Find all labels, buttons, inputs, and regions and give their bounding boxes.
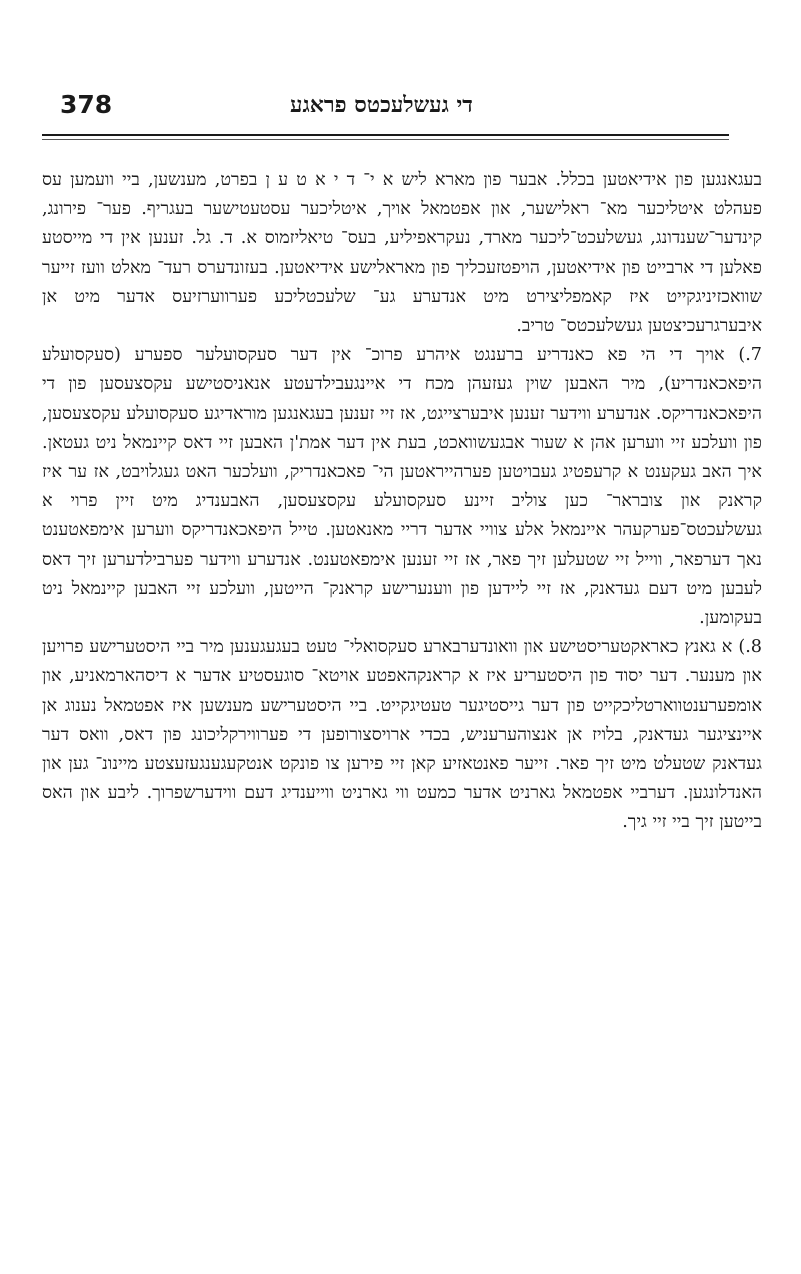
paragraph-moral-idiots: בעגאנגען פון אידיאטען בכלל. אבער פון מארא ליש א י־ ד י א ט ע ן בפרט, מענשען, ביי וועמען עס פעהלט איטליכער מא־ ראלישער, און אפטמאל אויך, איטליכער עסטעטישער בעגריף. פער־ פירונג, קינדער־שענדונג, געשלעכט־ליכער מארד, נעקראפיליע, בעס־ טיאליזמוס א. ד. גל. זענען אין די מייסטע פאלען די ארבייט פון אידיאטען, הויפטזעכליך פון מאראלישע אידיאטען. בעזונדערס רעד־ מאלט וועז זייער שוואכזיניגקייט איז קאמפליצירט מיט אנדערע גע־ שלעכטליכע פערווערזיעס אדער מיט אן איבערגרעכיצטען געשלעכטס־ טריב. (42, 170, 762, 337)
paragraph-hypochondria: 7.) אויך די הי פא כאנדריע ברענגט איהרע פרוכ־ אין דער סעקסועלער ספערע (סעקסועלע היפאכאנדריע), מיר האבען שוין געזעהן מכח די איינגעבילדעטע אנאניסטישע עקסצעסען פון די היפאכאנדריקס. אנדערע ווידער זענען איבערצייגט, אז זיי זענען בעגאנגען מוראדיגע סעקסועלע עקסצעסען, פון וועלכע זיי ווערען אהן א שעור אבגעשוואכט, בעת אין דער אמת'ן האבען זיי דאס קיינמאל ניט געטאן. איך האב געקענט א קרעפטיג געבויטען פערהייראטען הי־ פאכאנדריק, וועלכער האט געגלויבט, אז ער איז קראנק און צובראר־ כען צוליב זיינע סעקסועלע עקסצעסען, האבענדיג מיט זיין פרוי א געשלעכטס־פערקעהר איינמאל אלע צוויי אדער דריי מאנאטען. טייל היפאכאנדריקס ווערען אימפאטענט נאך דערפאר, ווייל זיי שטעלען זיך פאר, אז זיי זענען אימפאטענט. אנדערע ווידער פערבילדערען זיך דאס לעבען מיט דעם געדאנק, אז זיי ליידען פון ווענערישע קראנק־ הייטען, וועלכע זיי האבען קיינמאל ניט בעקומען. (42, 345, 762, 629)
running-title: די געשלעכטס פראגע (290, 92, 473, 118)
header-rule-thin (42, 139, 729, 140)
header-rule (42, 134, 729, 136)
body-text (42, 166, 762, 838)
paragraph-hysteria: 8.) א גאנץ כאראקטעריסטישע און וואונדערבארע סעקסואלי־ טעט בעגעגענען מיר ביי היסטערישע פרויען און מענער. דער יסוד פון היסטעריע איז א קראנקהאפטע אויטא־ סוגעסטיע אדער א דיסהארמאניע, און אומפערענטווארטליכקייט פון דער גייסטיגער טעטיגקייט. ביי היסטערישע מענשען איז אפטמאל נענוג אן איינציגער געדאנק, בלויז אן אנצוהערעניש, בכדי ארויסצורופען די פערווירקליכונג פון דאס, וואס דער געדאנק שטעלט מיט זיך פאר. זייער פאנטאזיע קאן זיי פירען צו פונקט אנטקעגענגעזעצטע מיינונ־ גען און האנדלונגען. דערביי אפטמאל גארניט אדער כמעט ווי גארניט ווייענדיג דעם ווידערשפרוך. ליבע און האס בייטען זיך ביי זיי גיך. (42, 637, 763, 833)
page-number: 378 (60, 90, 113, 119)
running-head (60, 90, 729, 130)
